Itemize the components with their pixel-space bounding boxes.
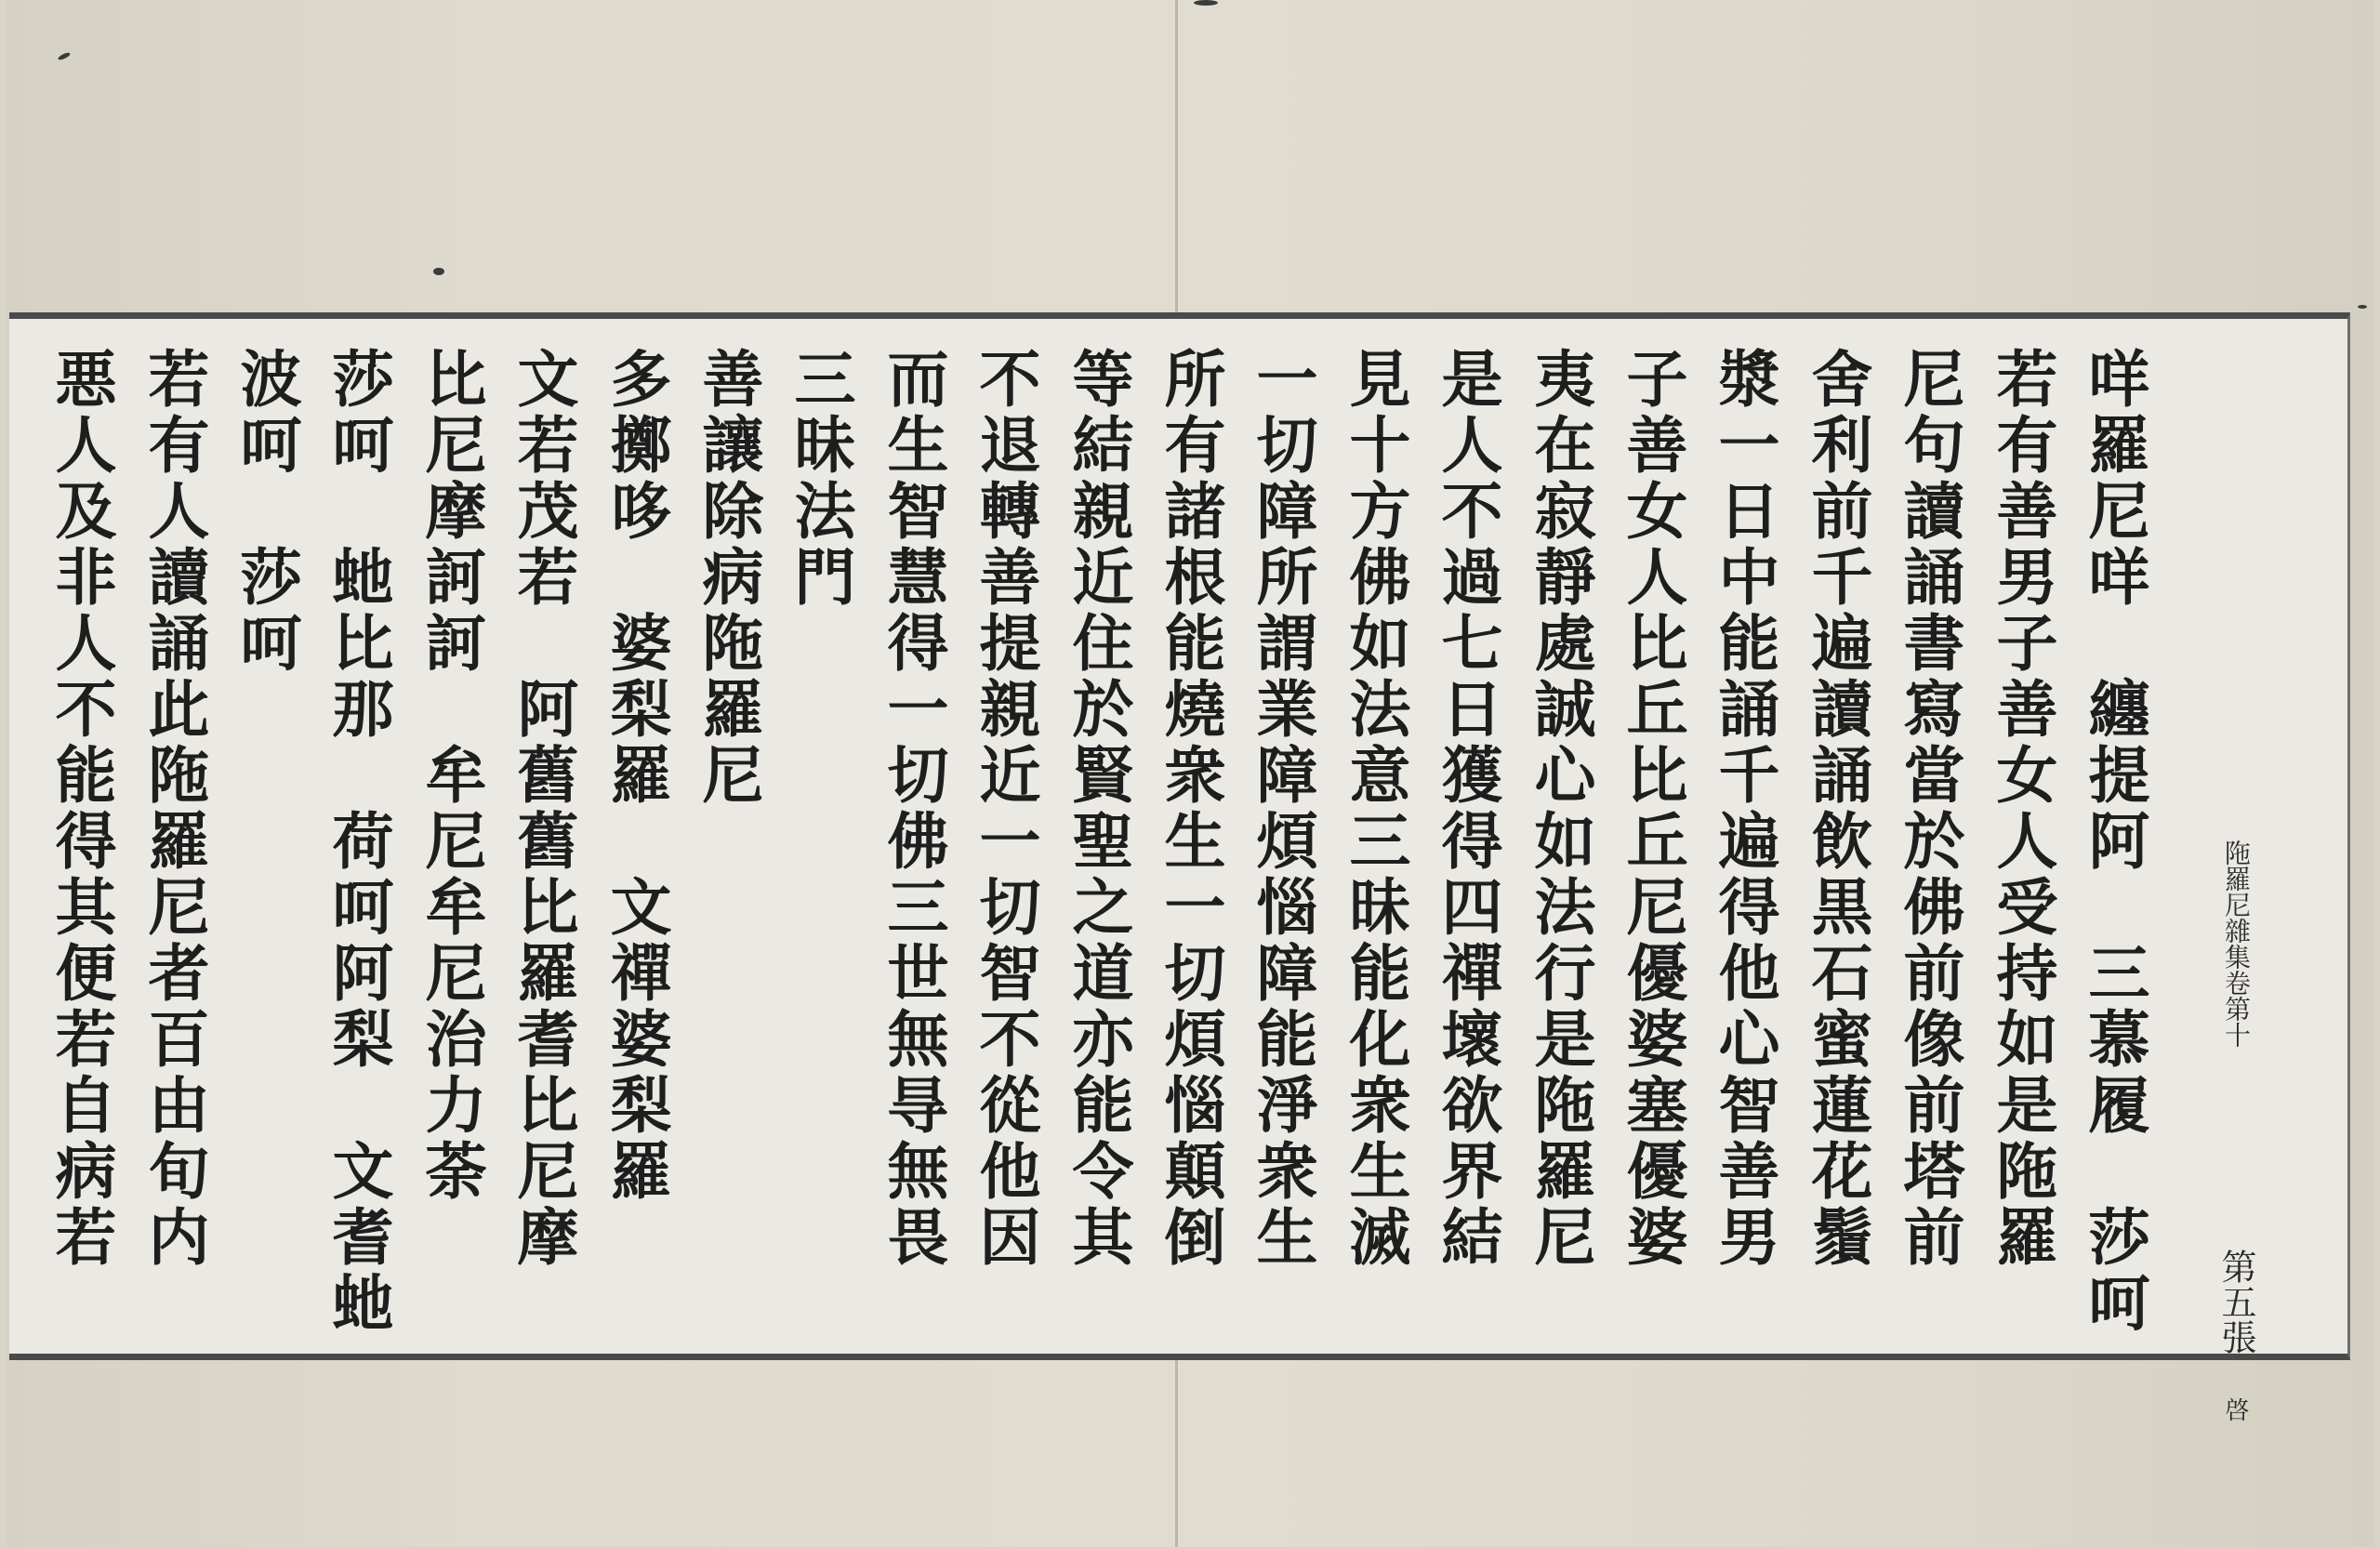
ink-speck <box>433 268 444 275</box>
text-block <box>9 312 2350 1421</box>
text-column: 多擲哆 婆梨羅 文禪婆梨羅 <box>600 347 672 1205</box>
text-column: 悪人及非人不能得其便若自病若 <box>45 347 117 1271</box>
text-column: 比尼摩訶訶 牟尼牟尼治力荼 <box>415 347 487 1205</box>
text-column: 若有善男子善女人受持如是陁羅 <box>1986 347 2058 1271</box>
text-column: 所有諸根能燒衆生一切煩惱顛倒 <box>1154 347 1226 1271</box>
margin-page-number: 第五張 <box>2215 1249 2256 1355</box>
text-column: 舍利前千遍讀誦飲黒石蜜蓮花鬚 <box>1801 347 1873 1271</box>
text-column: 若有人讀誦此陁羅尼者百由旬内 <box>138 347 210 1271</box>
text-column: 夷在寂靜處誠心如法行是陁羅尼 <box>1524 347 1596 1271</box>
text-column: 等結親近住於賢聖之道亦能令其 <box>1062 347 1134 1271</box>
text-column: 尼句讀誦書寫當於佛前像前塔前 <box>1893 347 1965 1271</box>
text-column: 漿一日中能誦千遍得他心智善男 <box>1708 347 1780 1271</box>
text-column: 莎呵 虵比那 荷呵阿梨 文耆虵 <box>322 347 394 1337</box>
text-column: 文若茂若 阿舊舊比羅耆比尼摩 <box>507 347 579 1271</box>
text-column: 三昧法門 <box>784 347 856 611</box>
text-column: 而生智慧得一切佛三世無㝵無畏 <box>877 347 949 1271</box>
ink-speck <box>2358 305 2367 309</box>
text-column: 波呵 莎呵 <box>230 347 302 677</box>
text-column: 不退轉善提親近一切智不從他因 <box>969 347 1041 1271</box>
text-column: 見十方佛如法意三昧能化衆生滅 <box>1339 347 1411 1271</box>
text-column: 是人不過七日獲得四禪壞欲界結 <box>1431 347 1503 1271</box>
text-column: 子善女人比丘比丘尼優婆塞優婆 <box>1616 347 1688 1271</box>
margin-title: 陁羅尼雜集卷第十 <box>2221 840 2252 1048</box>
ink-speck <box>1194 0 1218 6</box>
margin-mark: 啓 <box>2221 1397 2249 1421</box>
text-column: 咩羅尼咩 纏提阿 三慕履 莎呵 <box>2078 347 2150 1337</box>
text-column: 善讓除病陁羅尼 <box>692 347 764 809</box>
text-column: 一切障所謂業障煩惱障能淨衆生 <box>1246 347 1318 1271</box>
